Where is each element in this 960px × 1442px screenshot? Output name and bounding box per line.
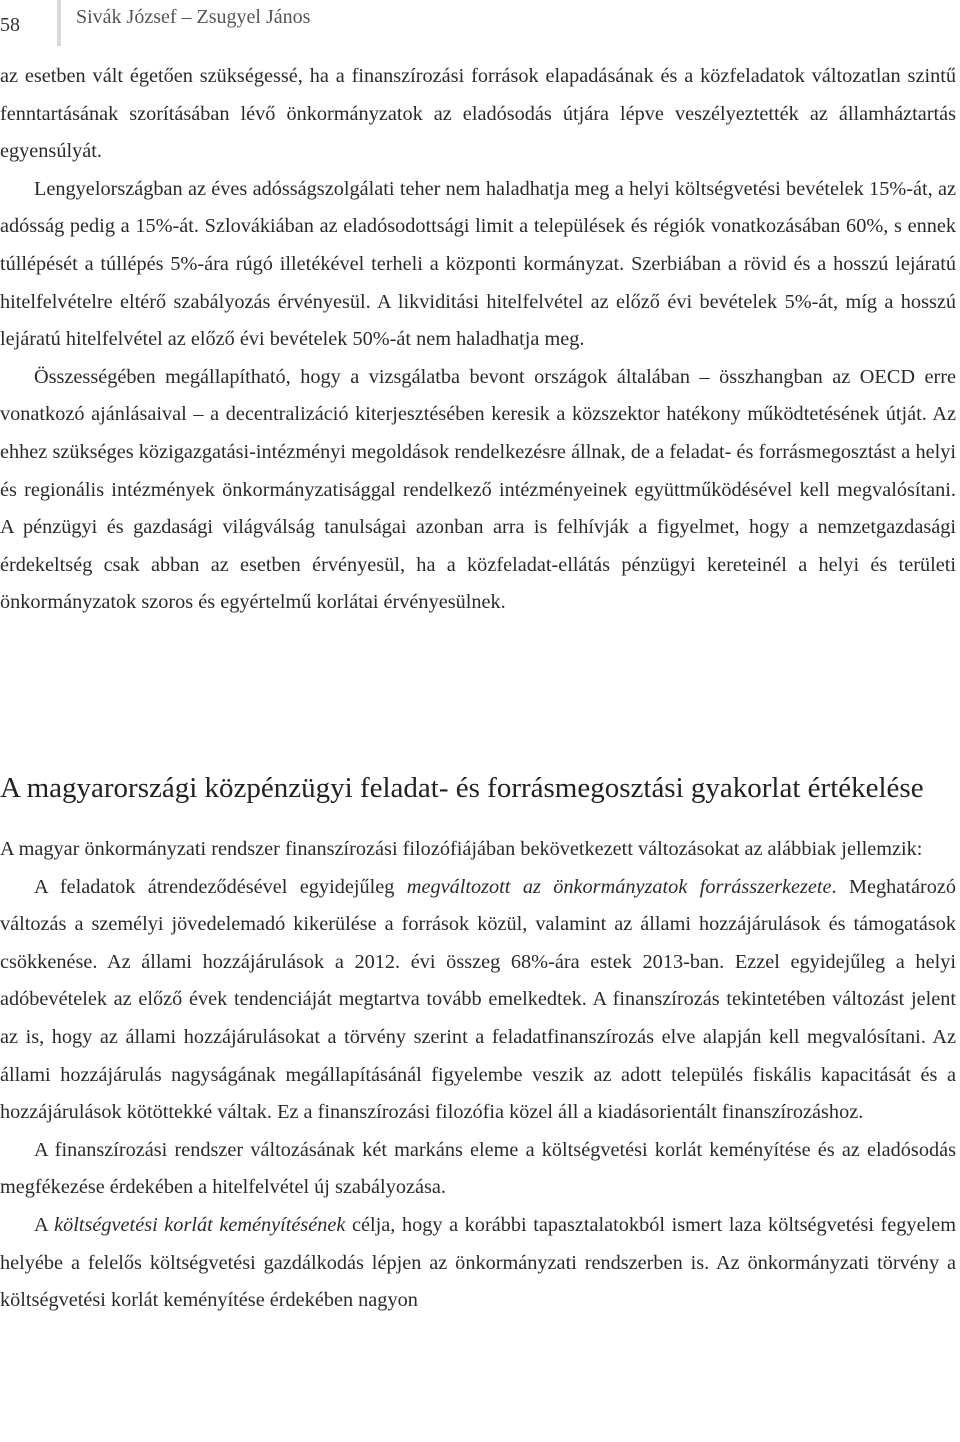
text-run: A feladatok átrendeződésével egyidejűleg: [34, 875, 407, 898]
page-header: [0, 0, 960, 48]
paragraph: A finanszírozási rendszer változásának két markáns eleme a költségvetési korlát keményítése és az eladósodás megfékezése érdekében a hitelfelvétel új szabályozása.: [0, 1138, 956, 1199]
paragraph: az esetben vált égetően szükségessé, ha a finanszírozási források elapadásának és a közfeladatok változatlan szintű fenntartásának szorításában lévő önkormányzatok az eladósodás útjára lépve veszélyeztették az államháztartás egyensúlyát.: [0, 65, 956, 163]
header-divider: [57, 0, 61, 46]
italic-emphasis: megváltozott az önkormányzatok forrásszerkezete: [406, 875, 832, 898]
text-run: . Meghatározó változás a személyi jövedelemadó kikerülése a források közül, valamint az állami hozzájárulások és támogatások csökkenése. Az állami hozzájárulások a 2012. évi összeg 68%-ára estek 2013-ban. Ezzel egyidejűleg a helyi adóbevételek az előző évek tendenciáját megtartva tovább emelkedtek. A finanszírozás tekintetében változást jelent az is, hogy az állami hozzájárulásokat a törvény szerint a feladatfinanszírozás elve alapján kell megvalósítani. Az állami hozzájárulás nagyságának megállapításánál figyelembe veszik az adott település fiskális kapacitását és a hozzájárulások kötöttekké váltak. Ez a finanszírozási filozófia közel áll a kiadásorientált finanszírozáshoz.: [0, 875, 956, 1124]
paragraph: [0, 869, 956, 1132]
paragraph: Összességében megállapítható, hogy a vizsgálatba bevont országok általában – összhangban az OECD erre vonatkozó ajánlásaival – a decentralizáció kiterjesztésében keresik a közszektor hatékony működtetésének útját. Az ehhez szükséges közigazgatási-intézményi megoldások rendelkezésre állnak, de a feladat- és forrásmegosztást a helyi és regionális intézmények önkormányzatisággal rendelkező intézményeinek együttműködésével kell megvalósítani. A pénzügyi és gazdasági világválság tanulságai azonban arra is felhívják a figyelmet, hogy a nemzetgazdasági érdekeltség csak abban az esetben érvényesül, ha a közfeladat-ellátás pénzügyi kereteinél a helyi és területi önkormányzatok szoros és egyértelmű korlátai érvényesülnek.: [0, 365, 956, 614]
text-run: A: [34, 1213, 55, 1236]
section-body: [0, 831, 956, 1320]
text-run: célja, hogy a korábbi tapasztalatokból ismert laza költségvetési fegyelem helyébe a felelős költségvetési gazdálkodás lépjen az önkormányzati rendszerben is. Az önkormányzati törvény a költségvetési korlát keményítése érdekében nagyon: [0, 1213, 956, 1312]
paragraph: Lengyelországban az éves adósságszolgálati teher nem haladhatja meg a helyi költségvetési bevételek 15%-át, az adósság pedig a 15%-át. Szlovákiában az eladósodottsági limit a települések és régiók vonatkozásában 60%, s ennek túllépését a túllépés 5%-ára rúgó illetékével terheli a központi kormányzat. Szerbiában a rövid és a hosszú lejáratú hitelfelvételre eltérő szabályozás érvényesül. A likviditási hitelfelvétel az előző évi bevételek 5%-át, míg a hosszú lejáratú hitelfelvétel az előző évi bevételek 50%-át nem haladhatja meg.: [0, 177, 956, 351]
section-heading: A magyarországi közpénzügyi feladat- és forrásmegosztási gyakorlat értékelése: [0, 772, 924, 804]
paragraph: A magyar önkormányzati rendszer finanszírozási filozófiájában bekövetkezett változásokat az alábbiak jellemzik:: [0, 838, 923, 860]
running-head-authors: Sivák József – Zsugyel János: [76, 6, 311, 28]
body-text-top: [0, 58, 956, 622]
italic-emphasis: költségvetési korlát keményítésének: [54, 1213, 346, 1236]
paragraph: [0, 1207, 956, 1320]
page-number: 58: [0, 14, 20, 36]
section-heading-block: [0, 770, 960, 806]
